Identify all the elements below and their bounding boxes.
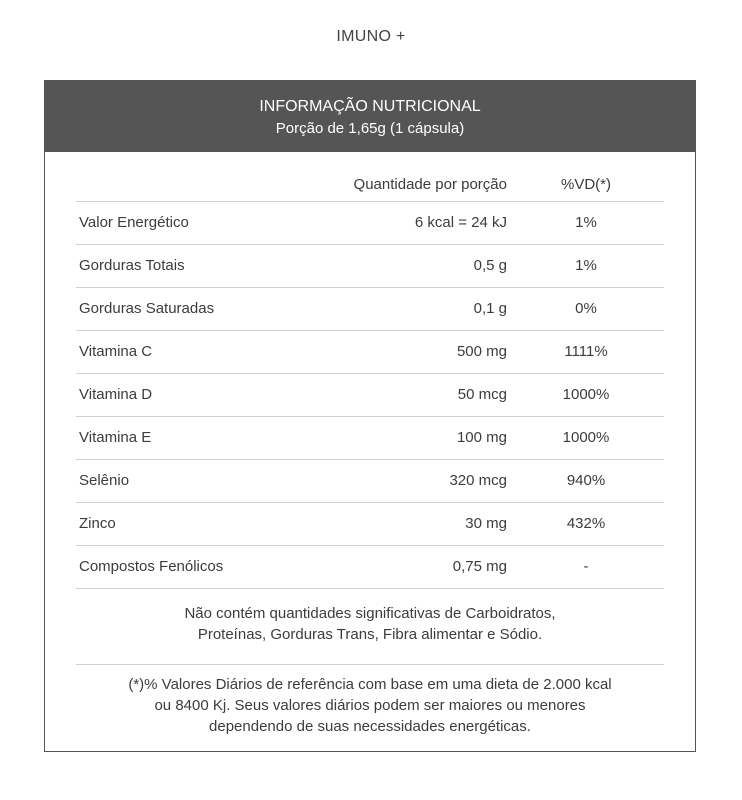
daily-value-footnote	[76, 674, 664, 737]
table-row	[76, 288, 664, 331]
nutrition-header	[45, 81, 695, 152]
nutrient-name: Compostos Fenólicos	[79, 558, 224, 575]
footnote-divider	[76, 664, 664, 665]
footnote-line: (*)% Valores Diários de referência com base em uma dieta de 2.000 kcal	[128, 676, 612, 693]
column-header-dv: %VD(*)	[560, 176, 611, 193]
nutrient-name: Zinco	[79, 515, 116, 532]
table-row	[76, 417, 664, 460]
table-row	[76, 202, 664, 245]
nutrient-name: Selênio	[79, 472, 130, 489]
nutrition-table	[76, 172, 664, 589]
table-row	[76, 460, 664, 503]
nutrient-daily-value: 1%	[575, 214, 597, 231]
nutrient-name: Valor Energético	[79, 214, 189, 231]
table-row	[76, 546, 664, 589]
table-row	[76, 374, 664, 417]
nutrient-daily-value: 1000%	[562, 429, 610, 446]
nutrient-quantity: 50 mcg	[457, 386, 507, 403]
product-title: IMUNO +	[336, 28, 406, 45]
nutrient-quantity: 30 mg	[465, 515, 507, 532]
nutrient-name: Vitamina C	[79, 343, 153, 360]
nutrient-daily-value: -	[583, 558, 589, 575]
table-row	[76, 503, 664, 546]
nutrient-quantity: 100 mg	[456, 429, 507, 446]
nutrient-daily-value: 432%	[566, 515, 606, 532]
nutrient-quantity: 0,5 g	[473, 257, 507, 274]
table-body	[76, 202, 664, 589]
nutrient-daily-value: 1%	[575, 257, 597, 274]
table-row	[76, 245, 664, 288]
table-row	[76, 331, 664, 374]
nutrition-title: INFORMAÇÃO NUTRICIONAL	[259, 98, 481, 115]
nutrient-name: Gorduras Totais	[79, 257, 185, 274]
not-significant-notice	[76, 603, 664, 645]
nutrition-facts-panel	[44, 80, 696, 752]
nutrient-daily-value: 1000%	[562, 386, 610, 403]
nutrient-daily-value: 940%	[566, 472, 606, 489]
table-header-row	[76, 172, 664, 202]
footnote-line: ou 8400 Kj. Seus valores diários podem ser maiores ou menores	[154, 697, 586, 714]
notice-line: Não contém quantidades significativas de Carboidratos,	[184, 605, 556, 622]
column-header-quantity: Quantidade por porção	[353, 176, 507, 193]
nutrient-daily-value: 1111%	[564, 343, 608, 360]
notice-line: Proteínas, Gorduras Trans, Fibra alimentar e Sódio.	[197, 626, 543, 643]
nutrient-name: Vitamina D	[79, 386, 153, 403]
nutrient-name: Vitamina E	[79, 429, 152, 446]
nutrient-quantity: 6 kcal = 24 kJ	[414, 214, 507, 231]
nutrient-quantity: 0,1 g	[473, 300, 507, 317]
nutrient-daily-value: 0%	[575, 300, 597, 317]
footnote-line: dependendo de suas necessidades energéticas.	[209, 718, 531, 735]
serving-size: Porção de 1,65g (1 cápsula)	[275, 120, 465, 137]
nutrient-name: Gorduras Saturadas	[79, 300, 215, 317]
nutrient-quantity: 0,75 mg	[452, 558, 507, 575]
nutrient-quantity: 500 mg	[456, 343, 507, 360]
nutrient-quantity: 320 mcg	[449, 472, 507, 489]
